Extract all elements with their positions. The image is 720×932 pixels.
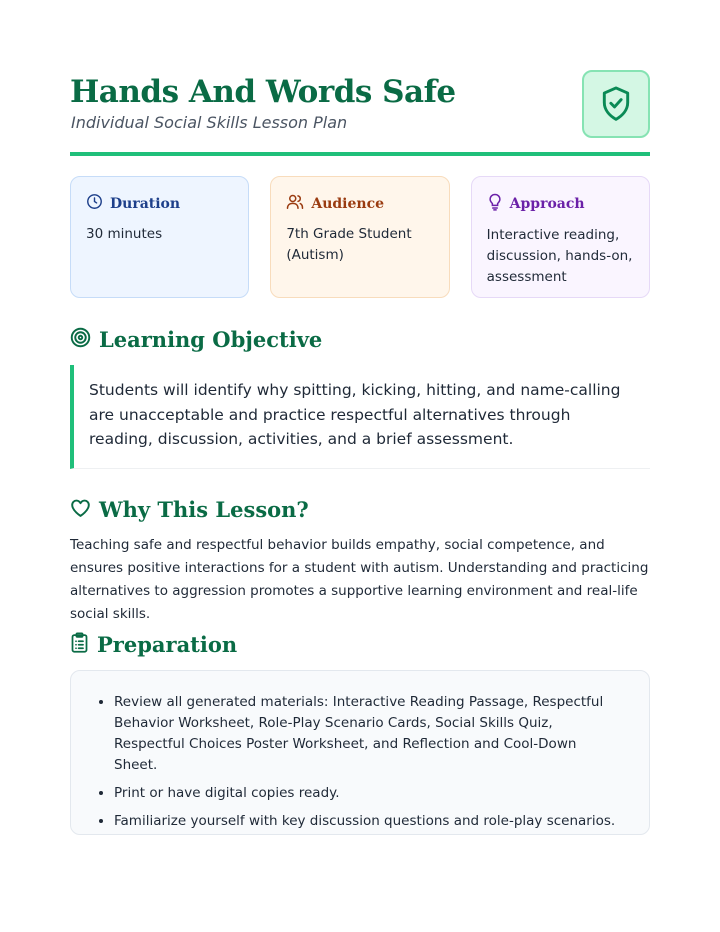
info-cards (70, 176, 650, 298)
audience-card (270, 176, 449, 298)
objective-heading (70, 327, 322, 352)
page-title: Hands And Words Safe (70, 74, 456, 110)
users-icon (286, 193, 304, 214)
list-item: • Print or have digital copies ready. (114, 783, 619, 804)
duration-card (70, 176, 249, 298)
audience-text: 7th Grade Student (Autism) (286, 226, 412, 263)
page-header (70, 70, 650, 156)
clock-icon (86, 193, 103, 214)
audience-title: Audience (311, 195, 384, 212)
preparation-list (114, 692, 619, 832)
page-subtitle: Individual Social Skills Lesson Plan (71, 113, 348, 132)
list-item: • Familiarize yourself with key discussion questions and role-play scenarios. (114, 811, 619, 832)
preparation-heading (70, 632, 237, 657)
objective-text: Students will identify why spitting, kicking, hitting, and name-calling are unacceptable and practice respectful alternatives through reading, discussion, activities, and a brief assessment. (89, 381, 621, 448)
lightbulb-icon (487, 193, 503, 215)
preparation-title: Preparation (97, 632, 238, 657)
objective-title: Learning Objective (99, 327, 323, 352)
approach-text: Interactive reading, discussion, hands-on, assessment (486, 227, 633, 285)
why-heading (70, 497, 309, 522)
preparation-box (70, 670, 650, 835)
target-icon (70, 327, 91, 352)
shield-check-icon (582, 70, 650, 138)
duration-text: 30 minutes (86, 226, 163, 242)
heart-icon (70, 498, 91, 522)
approach-title: Approach (509, 196, 585, 212)
objective-callout (70, 365, 650, 469)
duration-title: Duration (110, 195, 181, 212)
clipboard-list-icon (70, 632, 89, 657)
list-item: • Review all generated materials: Interactive Reading Passage, Respectful Behavior Worksheet, Role-Play Scenario Cards, Social Skills Quiz, Respectful Choices Poster Worksheet, and Reflection and Cool-Down Sheet. (114, 692, 619, 776)
approach-card (471, 176, 650, 298)
why-text: Teaching safe and respectful behavior builds empathy, social competence, and ensures positive interactions for a student with autism. Understanding and practicing alternatives to aggression promotes a supportive learning environment and real-life social skills. (70, 537, 649, 622)
why-title: Why This Lesson? (99, 497, 309, 522)
